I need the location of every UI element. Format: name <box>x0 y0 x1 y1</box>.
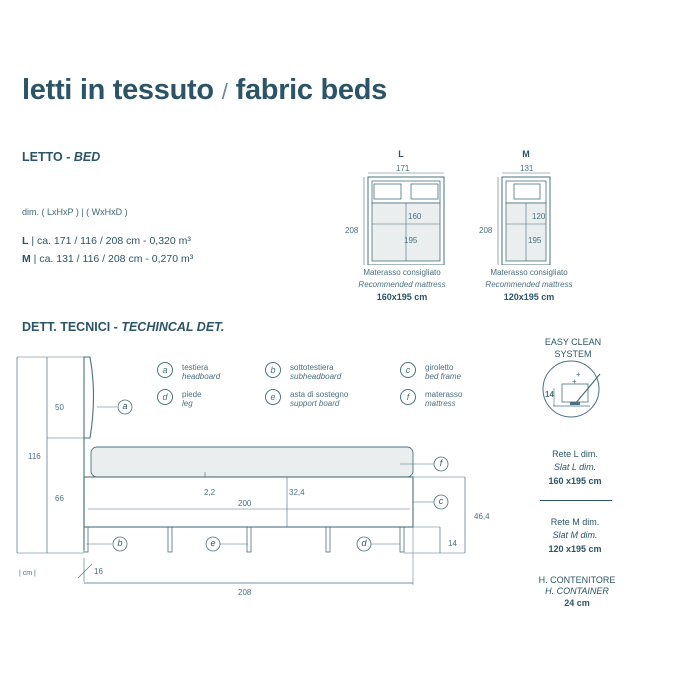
easy-clean-line1: EASY CLEAN <box>544 337 602 347</box>
plan-m-mattress-width: 120 <box>532 212 546 221</box>
frame-height-label: 66 <box>55 494 64 503</box>
plan-m-mattress-depth: 195 <box>528 236 542 245</box>
callout-c-letter: c <box>438 496 444 506</box>
plan-m-width: 131 <box>520 164 534 173</box>
total-length-label: 208 <box>238 588 252 597</box>
legend-en: support board <box>290 399 340 408</box>
legend-letter: f <box>400 389 416 405</box>
legend-letter: a <box>157 362 173 378</box>
plan-l-mattress-width: 160 <box>408 212 422 221</box>
dimension-row-m <box>22 253 193 265</box>
leg-3 <box>247 527 251 552</box>
slat-divider <box>540 500 612 501</box>
callout-d-letter: d <box>361 538 367 548</box>
side-height-label: 46,4 <box>474 512 490 521</box>
headboard-shape <box>84 357 94 438</box>
callout-e-letter: e <box>210 538 216 548</box>
plan-l <box>364 173 444 265</box>
gap-label: 2,2 <box>204 488 216 497</box>
unit-label: | cm | <box>19 570 36 577</box>
plan-l-depth: 208 <box>345 226 359 235</box>
dimension-row-l <box>22 235 191 247</box>
side-elevation <box>0 350 520 610</box>
callout-f-letter: f <box>439 458 443 468</box>
legend-en: mattress <box>425 399 456 408</box>
legend-it: sottotestiera <box>290 363 334 372</box>
easy-clean-height: 14 <box>545 390 554 399</box>
plan-m-size: M <box>522 149 530 159</box>
dimension-size: L <box>22 235 29 247</box>
technical-section-heading <box>22 320 224 334</box>
technical-heading-it: DETT. TECNICI - <box>22 320 118 334</box>
technical-heading-en: TECHINCAL DET. <box>121 320 225 334</box>
plan-m-caption-it: Materasso consigliato <box>490 268 568 277</box>
plan-m-pillow <box>514 184 540 199</box>
slat-m-en: Slat M dim. <box>552 530 598 540</box>
foot-label: 16 <box>94 567 103 576</box>
plan-l-size: L <box>398 149 404 159</box>
callout-a-letter: a <box>122 401 128 411</box>
slat-l-en: Slat L dim. <box>553 462 597 472</box>
legend-en: leg <box>182 399 193 408</box>
bed-heading-it: LETTO - <box>22 150 71 164</box>
plan-l-caption-en: Recommended mattress <box>358 280 446 289</box>
container-en: H. CONTAINER <box>545 586 609 596</box>
legend-it: materasso <box>425 390 463 399</box>
slat-height-label: 32,4 <box>289 488 305 497</box>
easy-clean-line2: SYSTEM <box>554 349 592 359</box>
legend-it: testiera <box>182 363 209 372</box>
legend-letter: b <box>265 362 281 378</box>
dimensions-header: dim. ( LxHxP ) | ( WxHxD ) <box>22 207 128 217</box>
head-height-label: 50 <box>55 403 64 412</box>
dimension-text: | ca. 171 / 116 / 208 cm - 0,320 m³ <box>31 235 191 247</box>
legend-en: headboard <box>182 372 221 381</box>
container-size: 24 cm <box>564 598 590 608</box>
dimension-text: | ca. 131 / 116 / 208 cm - 0,270 m³ <box>33 253 194 265</box>
mattress-shape <box>91 447 413 477</box>
legend-en: bed frame <box>425 372 462 381</box>
title-italian: letti in tessuto <box>22 74 214 106</box>
easy-clean-plus-2: + <box>572 377 577 386</box>
plan-l-caption-it: Materasso consigliato <box>363 268 441 277</box>
legend-it: piede <box>182 390 202 399</box>
slat-m-it: Rete M dim. <box>550 517 600 527</box>
slat-m-size: 120 x195 cm <box>548 544 602 554</box>
title-english: fabric beds <box>235 74 388 106</box>
plan-l-mattress-size: 160x195 cm <box>376 292 428 302</box>
plan-m-caption-en: Recommended mattress <box>485 280 573 289</box>
legend-letter: d <box>157 389 173 405</box>
plan-m-mattress-size: 120x195 cm <box>503 292 555 302</box>
plan-l-mattress-depth: 195 <box>404 236 418 245</box>
plan-l-width: 171 <box>396 164 410 173</box>
legend-letter: c <box>400 362 416 378</box>
container-it: H. CONTENITORE <box>538 575 616 585</box>
easy-clean-plus-1: + <box>576 370 581 379</box>
total-height-label: 116 <box>28 452 41 461</box>
legend-it: giroletto <box>425 363 454 372</box>
slat-l-size: 160 x195 cm <box>548 476 602 486</box>
callout-b-letter: b <box>117 538 123 548</box>
bed-heading-en: BED <box>73 150 101 164</box>
easy-clean-circle <box>543 361 599 417</box>
leg-1 <box>84 527 88 552</box>
leg-5 <box>400 527 404 552</box>
foot-diag <box>78 564 92 578</box>
slat-l-it: Rete L dim. <box>552 449 598 459</box>
plan-l-pillow-left <box>374 184 401 199</box>
plan-views <box>330 140 590 265</box>
inner-length-label: 200 <box>238 499 252 508</box>
legs-height-label: 14 <box>448 539 457 548</box>
legend-en: subheadboard <box>290 372 342 381</box>
plan-m-depth: 208 <box>479 226 493 235</box>
bed-section-heading <box>22 150 100 164</box>
legend-letter: e <box>265 389 281 405</box>
page-title <box>22 74 387 107</box>
legend-it: asta di sostegno <box>290 390 349 399</box>
leg-2 <box>168 527 172 552</box>
leg-4 <box>326 527 330 552</box>
plan-l-pillow-right <box>411 184 438 199</box>
dimension-size: M <box>22 253 31 265</box>
easy-clean-mop-head <box>570 402 580 405</box>
title-separator: / <box>221 79 228 104</box>
